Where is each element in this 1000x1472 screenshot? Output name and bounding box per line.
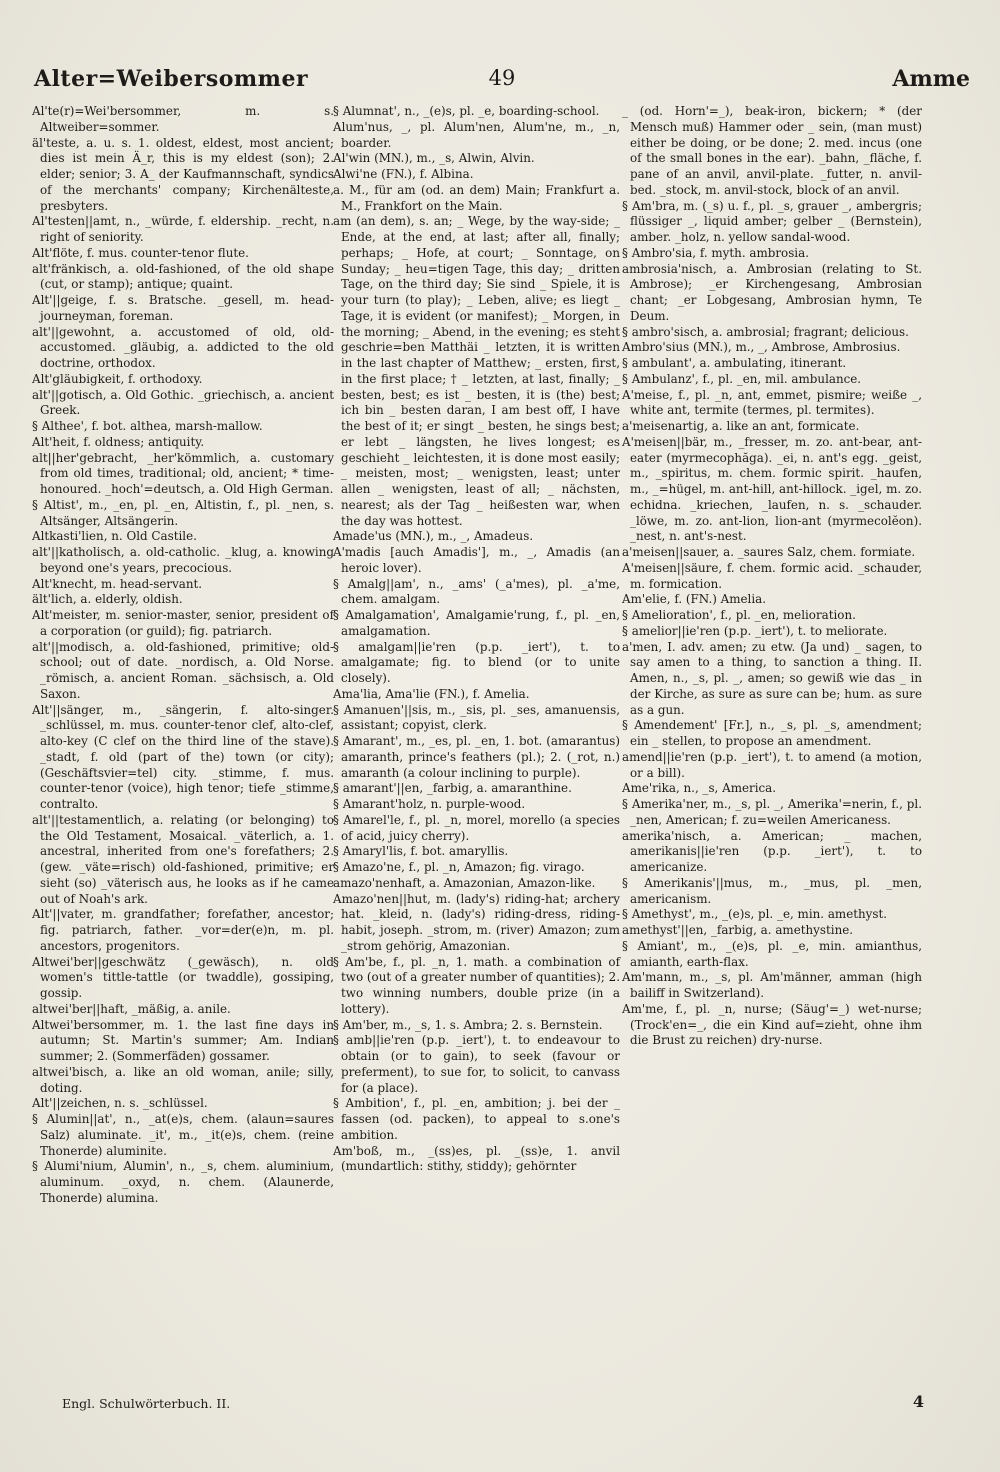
dictionary-entry: § Altist', m., _en, pl. _en, Altistin, f., pl. _nen, s. Altsänger, Altsängerin. bbox=[32, 497, 334, 528]
dictionary-entry: Alt'||zeichen, n. s. _schlüssel. bbox=[32, 1096, 208, 1111]
dictionary-entry: alt||her'gebracht, _her'kömmlich, a. customary from old times, traditional; old, ancient; * time-honoured. _hoch'=deutsch, a. Old High German. bbox=[32, 450, 334, 496]
dictionary-entry: Am'elie, f. (FN.) Amelia. bbox=[622, 592, 767, 607]
dictionary-entry: Am'boß, m., _(ss)es, pl. _(ss)e, 1. anvil (mundartlich: stithy, stiddy); gehörnter bbox=[333, 1143, 620, 1174]
dictionary-entry: Alt'||sänger, m., _sängerin, f. alto-singer. _schlüssel, m. mus. counter-tenor clef, alto-clef, alto-key (C clef on the third line of the stave). _stadt, f. old (part of the) town (or city); (Geschäftsvier=tel) city. _stimme, f. mus. counter-tenor (voice), high tenor; tiefe _stimme, contralto. bbox=[32, 702, 334, 811]
dictionary-entry: Alum'nus, _, pl. Alum'nen, Alum'ne, m., _n, boarder. bbox=[333, 119, 620, 150]
dictionary-entry: ambrosia'nisch, a. Ambrosian (relating to St. Ambrose); _er Kirchengesang, Ambrosian chant; _er Lobgesang, Ambrosian hymn, Te Deum. bbox=[622, 261, 922, 323]
dictionary-entry: Alt'heit, f. oldness; antiquity. bbox=[32, 434, 205, 449]
dictionary-entry: Am'mann, m., _s, pl. Am'männer, amman (high bailiff in Switzerland). bbox=[622, 970, 922, 1000]
dictionary-entry: Al'te(r)=Wei'bersommer, m. s. Altweiber=sommer. bbox=[32, 104, 334, 134]
dictionary-entry: § Amendement' [Fr.], n., _s, pl. _s, amendment; ein _ stellen, to propose an amendment. bbox=[622, 718, 922, 748]
dictionary-entry: § Ambition', f., pl. _en, ambition; j. bei der _ fassen (od. packen), to appeal to s.one's ambition. bbox=[333, 1096, 620, 1142]
dictionary-entry: § Amethyst', m., _(e)s, pl. _e, min. amethyst. bbox=[622, 907, 888, 922]
dictionary-entry: Alt'knecht, m. head-servant. bbox=[32, 576, 203, 591]
dictionary-entry: A'meisen||säure, f. chem. formic acid. _schauder, m. formication. bbox=[622, 560, 922, 591]
dictionary-entry: § Amalg||am', n., _ams' (_a'mes), pl. _a'me, chem. amalgam. bbox=[333, 576, 620, 607]
dictionary-entry: amethyst'||en, _farbig, a. amethystine. bbox=[622, 923, 854, 937]
dictionary-entry: a'meisen||sauer, a. _saures Salz, chem. formiate. bbox=[622, 545, 916, 559]
dictionary-entry: Alt'||geige, f. s. Bratsche. _gesell, m. head-journeyman, foreman. bbox=[32, 293, 334, 323]
dictionary-entry: Alt'gläubigkeit, f. orthodoxy. bbox=[32, 371, 203, 386]
dictionary-entry: Amade'us (MN.), m., _, Amadeus. bbox=[333, 529, 534, 544]
dictionary-entry: § Amarant'holz, n. purple-wood. bbox=[333, 797, 526, 811]
dictionary-entry: § Ambro'sia, f. myth. ambrosia. bbox=[622, 245, 809, 260]
column-3 bbox=[622, 104, 922, 1049]
dictionary-entry: Al'win (MN.), m., _s, Alwin, Alvin. bbox=[333, 151, 535, 166]
dictionary-entry: Alt'flöte, f. mus. counter-tenor flute. bbox=[32, 245, 249, 260]
dictionary-entry: § Amarel'le, f., pl. _n, morel, morello (a species of acid, juicy cherry). bbox=[333, 812, 620, 843]
dictionary-entry: Amazo'nen||hut, m. (lady's) riding-hat; archery hat. _kleid, n. (lady's) riding-dress, riding-habit, joseph. _strom, m. (river) Amazon; zum _strom gehörig, Amazonian. bbox=[333, 891, 620, 953]
dictionary-entry: § Alumi'nium, Alumin', n., _s, chem. aluminium, aluminum. _oxyd, n. chem. (Alaunerde, Thonerde) alumina. bbox=[32, 1159, 334, 1205]
dictionary-entry: § Amarant', m., _es, pl. _en, 1. bot. (amarantus) amaranth, prince's feathers (pl.); 2. (_rot, n.) amaranth (a colour inclining to purple). bbox=[333, 734, 620, 780]
dictionary-entry: § Amazo'ne, f., pl. _n, Amazon; fig. virago. bbox=[333, 860, 585, 874]
dictionary-entry: Altwei'bersommer, m. 1. the last fine days in autumn; St. Martin's summer; Am. Indian summer; 2. (Sommerfäden) gossamer. bbox=[32, 1017, 334, 1063]
dictionary-entry: § amelior||ie'ren (p.p. _iert'), t. to meliorate. bbox=[622, 623, 888, 638]
dictionary-entry: A'meise, f., pl. _n, ant, emmet, pismire; weiße _, white ant, termite (termes, pl. termites). bbox=[622, 387, 922, 418]
dictionary-entry: a'meisenartig, a. like an ant, formicate. bbox=[622, 419, 860, 433]
dictionary-entry: § Ambulanz', f., pl. _en, mil. ambulance. bbox=[622, 371, 862, 386]
header-catchword-right: Amme bbox=[892, 66, 970, 92]
dictionary-entry: § Amerikanis'||mus, m., _mus, pl. _men, americanism. bbox=[622, 875, 922, 906]
dictionary-entry: A'meisen||bär, m., _fresser, m. zo. ant-bear, ant-eater (myrmecophăga). _ei, n. ant's egg. _geist, m., _spiritus, m. chem. formic spirit. _haufen, m., _=hügel, m. ant-hill, ant-hillock. _igel, m. zo. echidna. _kriechen, _laufen, n. s. _schauder. _löwe, m. zo. ant-lion, lion-ant (myrmecolĕon). _nest, n. ant's-nest. bbox=[622, 434, 922, 544]
dictionary-entry: Alwi'ne (FN.), f. Albina. bbox=[333, 167, 474, 181]
dictionary-entry: a'men, I. adv. amen; zu etw. (Ja und) _ sagen, to say amen to a thing, to sanction a thing. II. Amen, n., _s, pl. _, amen; so gewiß wie das _ in der Kirche, as sure as sure can be; hum. as sure as a gun. bbox=[622, 639, 922, 717]
dictionary-entry: § Amanuen'||sis, m., _sis, pl. _ses, amanuensis, assistant; copyist, clerk. bbox=[333, 702, 620, 733]
dictionary-entry: § ambulant', a. ambulating, itinerant. bbox=[622, 356, 847, 370]
dictionary-entry: § Am'bra, m. (_s) u. f., pl. _s, grauer _, ambergris; flüssiger _, liquid amber; gelber _ (Bernstein), amber. _holz, n. yellow sandal-wood. bbox=[622, 198, 922, 244]
dictionary-entry: Ambro'sius (MN.), m., _, Ambrose, Ambrosius. bbox=[622, 340, 901, 355]
dictionary-entry: Al'testen||amt, n., _würde, f. eldership. _recht, n. right of seniority. bbox=[32, 214, 334, 244]
dictionary-entry: § Amelioration', f., pl. _en, melioration. bbox=[622, 608, 856, 622]
dictionary-entry: § Alumin||at', n., _at(e)s, chem. (alaun=saures Salz) aluminate. _it', m., _it(e)s, chem. (reine Thonerde) aluminite. bbox=[32, 1112, 334, 1158]
dictionary-entry: Ame'rika, n., _s, America. bbox=[622, 781, 777, 796]
dictionary-entry: § Althee', f. bot. althea, marsh-mallow. bbox=[32, 419, 263, 433]
dictionary-entry: Altkasti'lien, n. Old Castile. bbox=[32, 529, 197, 544]
dictionary-entry: Alt'||vater, m. grandfather; forefather, ancestor; fig. patriarch, father. _vor=der(e)n, m. pl. ancestors, progenitors. bbox=[32, 907, 334, 953]
footer-signature: Engl. Schulwörterbuch. II. bbox=[62, 1396, 231, 1411]
dictionary-entry: Am'me, f., pl. _n, nurse; (Säug'=_) wet-nurse; (Trock'en=_, die ein Kind auf=zieht, ohne ihm die Brust zu reichen) dry-nurse. bbox=[622, 1001, 922, 1048]
dictionary-entry: alt'||gotisch, a. Old Gothic. _griechisch, a. ancient Greek. bbox=[32, 387, 334, 418]
dictionary-entry: altwei'ber||haft, _mäßig, a. anile. bbox=[32, 1001, 231, 1016]
dictionary-entry: am (an dem), s. an; _ Wege, by the way-side; _ Ende, at the end, at last; after all, finally; perhaps; _ Hofe, at court; _ Sonntage, on Sunday; _ heu=tigen Tage, this day; _ dritten Tage, on the third day; Sie sind _ Spiele, it is your turn (to play); _ Leben, alive; es liegt _ Tage, it is evident (or manifest); _ Morgen, in the morning; _ Abend, in the evening; es steht geschrie=ben Matthäi _ letzten, it is written in the last chapter of Matthew; _ ersten, first, in the first place; † _ letzten, at last, finally; _ besten, best; es ist _ besten, it is (the) best; ich bin _ besten daran, I am best off, I have the best of it; er singt _ besten, he sings best; er lebt _ längsten, he lives longest; es geschieht _ leichtesten, it is done most easily; _ meisten, most; _ wenigsten, least; unter allen _ wenigsten, least of all; _ nächsten, nearest; als der Tag _ heißesten war, when the day was hottest. bbox=[333, 214, 620, 528]
dictionary-entry: § Alumnat', n., _(e)s, pl. _e, boarding-school. bbox=[333, 104, 600, 118]
dictionary-entry: alt'||modisch, a. old-fashioned, primitive; old-school; out of date. _nordisch, a. Old Norse. _römisch, a. ancient Roman. _sächsisch, a. Old Saxon. bbox=[32, 639, 334, 701]
dictionary-entry: Ama'lia, Ama'lie (FN.), f. Amelia. bbox=[333, 686, 530, 701]
dictionary-entry: § Amaryl'lis, f. bot. amaryllis. bbox=[333, 844, 509, 859]
column-1 bbox=[32, 104, 334, 1207]
dictionary-entry: altwei'bisch, a. like an old woman, anile; silly, doting. bbox=[32, 1064, 334, 1095]
dictionary-entry: § amalgam||ie'ren (p.p. _iert'), t. to amalgamate; fig. to blend (or to unite closely). bbox=[333, 639, 620, 685]
dictionary-entry: § Amalgamation', Amalgamie'rung, f., pl. _en, amalgamation. bbox=[333, 608, 620, 638]
dictionary-entry: § amb||ie'ren (p.p. _iert'), t. to endeavour to obtain (or to gain), to seek (favour or preferment), to sue for, to solicit, to canvass for (a place). bbox=[333, 1033, 620, 1095]
dictionary-entry: a. M., für am (od. an dem) Main; Frankfurt a. M., Frankfort on the Main. bbox=[333, 182, 620, 213]
dictionary-entry: _ (od. Horn'=_), beak-iron, bickern; * (der Mensch muß) Hammer oder _ sein, (man must) either be doing, or be done; 2. med. incus (one of the small bones in the ear). _bahn, _fläche, f. pane of an anvil, anvil-plate. _futter, n. anvil-bed. _stock, m. anvil-stock, block of an anvil. bbox=[622, 104, 922, 197]
dictionary-entry: § Am'be, f., pl. _n, 1. math. a combination of two (out of a greater number of quantities); 2. two winning numbers, double prize (in a lottery). bbox=[333, 954, 620, 1016]
dictionary-entry: amazo'nenhaft, a. Amazonian, Amazon-like. bbox=[333, 875, 596, 890]
dictionary-entry: alt'||gewohnt, a. accustomed of old, old-accustomed. _gläubig, a. addicted to the old doctrine, orthodox. bbox=[32, 324, 334, 370]
header-catchword-left: Alter=Weibersommer bbox=[34, 66, 309, 92]
dictionary-entry: alt'fränkisch, a. old-fashioned, of the old shape (cut, or stamp); antique; quaint. bbox=[32, 261, 334, 292]
dictionary-entry: Alt'meister, m. senior-master, senior, president of a corporation (or guild); fig. patriarch. bbox=[32, 608, 334, 638]
page-header bbox=[34, 66, 970, 100]
footer-sheet-number: 4 bbox=[912, 1392, 924, 1411]
dictionary-entry: § Am'ber, m., _s, 1. s. Ambra; 2. s. Bernstein. bbox=[333, 1017, 603, 1032]
dictionary-entry: § ambro'sisch, a. ambrosial; fragrant; delicious. bbox=[622, 324, 909, 339]
column-2 bbox=[333, 104, 620, 1175]
dictionary-entry: äl'teste, a. u. s. 1. oldest, eldest, most ancient; dies ist mein Ä_r, this is my eldest (son); 2. elder; senior; 3. A_ der Kaufmannschaft, syndics of the merchants' company; Kirchenälteste, presbyters. bbox=[32, 135, 334, 213]
dictionary-entry: A'madis [auch Amadis'], m., _, Amadis (an heroic lover). bbox=[333, 545, 620, 575]
dictionary-entry: § Amiant', m., _(e)s, pl. _e, min. amianthus, amianth, earth-flax. bbox=[622, 938, 922, 969]
dictionary-entry: ält'lich, a. elderly, oldish. bbox=[32, 592, 183, 607]
page-number: 49 bbox=[488, 66, 516, 90]
dictionary-entry: alt'||testamentlich, a. relating (or belonging) to the Old Testament, Mosaical. _väterlich, a. 1. ancestral, inherited from one's forefathers; 2. (gew. _väte=risch) old-fashioned, primitive; er sieht (so) _väterisch aus, he looks as if he came out of Noah's ark. bbox=[32, 812, 334, 906]
dictionary-entry: § Amerika'ner, m., _s, pl. _, Amerika'=nerin, f., pl. _nen, American; f. zu=weilen Americaness. bbox=[622, 797, 922, 827]
dictionary-entry: Altwei'ber||geschwätz (_gewäsch), n. old women's tittle-tattle (or twaddle), gossiping, gossip. bbox=[32, 954, 334, 1000]
dictionary-entry: § amarant'||en, _farbig, a. amaranthine. bbox=[333, 781, 572, 796]
dictionary-entry: amend||ie'ren (p.p. _iert'), t. to amend (a motion, or a bill). bbox=[622, 749, 922, 780]
dictionary-entry: alt'||katholisch, a. old-catholic. _klug, a. knowing beyond one's years, precocious. bbox=[32, 545, 334, 575]
dictionary-entry: amerika'nisch, a. American; _ machen, amerikanis||ie'ren (p.p. _iert'), t. to americanize. bbox=[622, 828, 922, 874]
